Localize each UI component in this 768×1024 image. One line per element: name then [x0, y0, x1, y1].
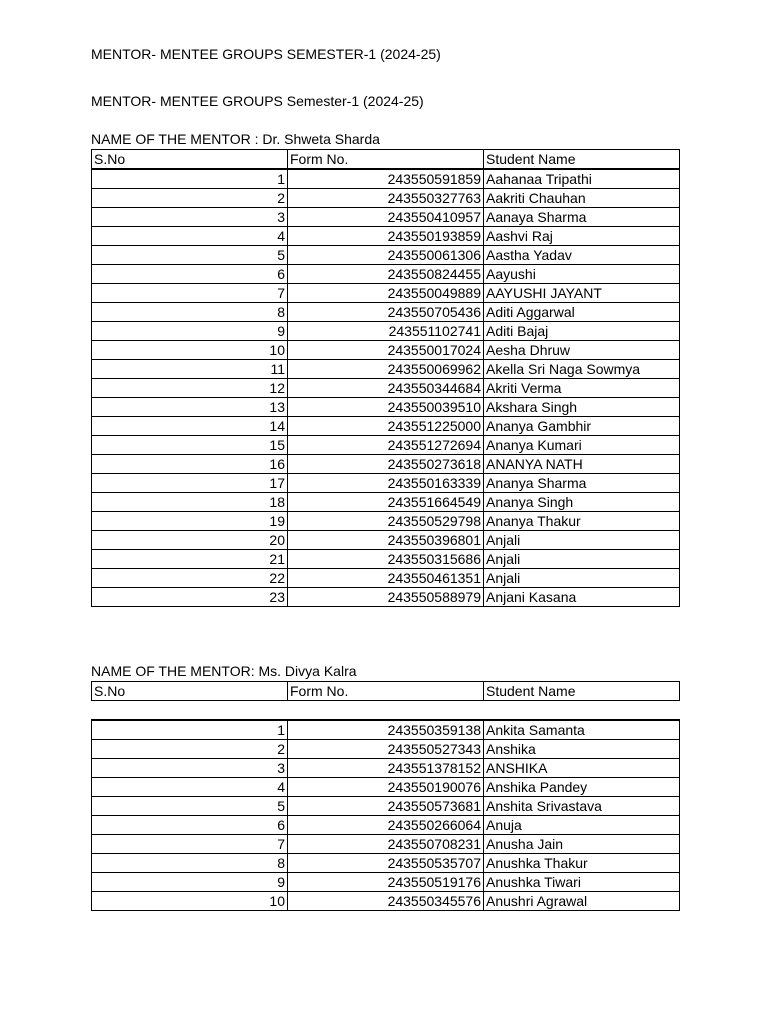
cell-student-name: Akella Sri Naga Sowmya — [484, 360, 680, 379]
cell-form-no: 243550193859 — [288, 227, 484, 246]
header-form-no: Form No. — [288, 150, 484, 169]
table-row — [92, 265, 680, 284]
cell-form-no: 243550017024 — [288, 341, 484, 360]
group-2-table — [91, 719, 680, 911]
cell-student-name: Ananya Thakur — [484, 512, 680, 531]
mentor-label-group-2: NAME OF THE MENTOR: Ms. Divya Kalra — [91, 663, 357, 679]
cell-sno: 1 — [92, 169, 288, 189]
header-student-name: Student Name — [484, 150, 680, 169]
table-row — [92, 189, 680, 208]
cell-sno: 6 — [92, 816, 288, 835]
cell-sno: 21 — [92, 550, 288, 569]
cell-sno: 22 — [92, 569, 288, 588]
table-row — [92, 778, 680, 797]
cell-form-no: 243550049889 — [288, 284, 484, 303]
table-row — [92, 208, 680, 227]
cell-form-no: 243550163339 — [288, 474, 484, 493]
header-sno: S.No — [92, 150, 288, 169]
cell-sno: 7 — [92, 835, 288, 854]
header-form-no: Form No. — [288, 682, 484, 701]
cell-form-no: 243550410957 — [288, 208, 484, 227]
table-row — [92, 169, 680, 189]
cell-form-no: 243550708231 — [288, 835, 484, 854]
table-row — [92, 398, 680, 417]
table-row — [92, 588, 680, 607]
cell-sno: 3 — [92, 759, 288, 778]
cell-student-name: Anjani Kasana — [484, 588, 680, 607]
cell-student-name: Aditi Aggarwal — [484, 303, 680, 322]
table-row — [92, 512, 680, 531]
cell-sno: 1 — [92, 720, 288, 740]
cell-sno: 8 — [92, 854, 288, 873]
table-row — [92, 740, 680, 759]
cell-form-no: 243550529798 — [288, 512, 484, 531]
cell-student-name: Aashvi Raj — [484, 227, 680, 246]
cell-form-no: 243550327763 — [288, 189, 484, 208]
table-row — [92, 816, 680, 835]
cell-student-name: AAYUSHI JAYANT — [484, 284, 680, 303]
mentor-label-group-1: NAME OF THE MENTOR : Dr. Shweta Sharda — [91, 131, 380, 147]
cell-student-name: Anushka Tiwari — [484, 873, 680, 892]
cell-form-no: 243550039510 — [288, 398, 484, 417]
cell-sno: 16 — [92, 455, 288, 474]
cell-form-no: 243550069962 — [288, 360, 484, 379]
cell-form-no: 243550266064 — [288, 816, 484, 835]
cell-sno: 14 — [92, 417, 288, 436]
cell-student-name: Anshika Pandey — [484, 778, 680, 797]
table-row — [92, 417, 680, 436]
cell-student-name: ANANYA NATH — [484, 455, 680, 474]
cell-form-no: 243550824455 — [288, 265, 484, 284]
cell-student-name: Akriti Verma — [484, 379, 680, 398]
cell-student-name: Anshita Srivastava — [484, 797, 680, 816]
cell-student-name: Aastha Yadav — [484, 246, 680, 265]
table-row — [92, 322, 680, 341]
cell-student-name: Anjali — [484, 531, 680, 550]
cell-form-no: 243550345576 — [288, 892, 484, 911]
cell-form-no: 243550315686 — [288, 550, 484, 569]
cell-student-name: Ananya Kumari — [484, 436, 680, 455]
table-row — [92, 835, 680, 854]
cell-student-name: Anuja — [484, 816, 680, 835]
document-title: MENTOR- MENTEE GROUPS SEMESTER-1 (2024-25) — [91, 46, 441, 62]
table-row — [92, 284, 680, 303]
table-row — [92, 759, 680, 778]
table-row — [92, 531, 680, 550]
cell-student-name: Ananya Singh — [484, 493, 680, 512]
cell-form-no: 243550190076 — [288, 778, 484, 797]
table-row — [92, 436, 680, 455]
table-row — [92, 303, 680, 322]
cell-sno: 8 — [92, 303, 288, 322]
table-header-row — [92, 682, 680, 701]
table-row — [92, 569, 680, 588]
cell-sno: 19 — [92, 512, 288, 531]
table-row — [92, 493, 680, 512]
header-sno: S.No — [92, 682, 288, 701]
cell-sno: 12 — [92, 379, 288, 398]
cell-student-name: Aesha Dhruw — [484, 341, 680, 360]
cell-sno: 2 — [92, 189, 288, 208]
cell-student-name: Aahanaa Tripathi — [484, 169, 680, 189]
cell-sno: 10 — [92, 341, 288, 360]
cell-form-no: 243550588979 — [288, 588, 484, 607]
cell-student-name: Anushka Thakur — [484, 854, 680, 873]
table-row — [92, 246, 680, 265]
cell-form-no: 243551378152 — [288, 759, 484, 778]
cell-form-no: 243550535707 — [288, 854, 484, 873]
table-row — [92, 474, 680, 493]
cell-form-no: 243550359138 — [288, 720, 484, 740]
header-student-name: Student Name — [484, 682, 680, 701]
cell-sno: 5 — [92, 797, 288, 816]
cell-student-name: Aanaya Sharma — [484, 208, 680, 227]
table-row — [92, 797, 680, 816]
cell-sno: 4 — [92, 227, 288, 246]
cell-form-no: 243550273618 — [288, 455, 484, 474]
cell-sno: 18 — [92, 493, 288, 512]
cell-sno: 3 — [92, 208, 288, 227]
cell-student-name: Anusha Jain — [484, 835, 680, 854]
cell-sno: 17 — [92, 474, 288, 493]
cell-form-no: 243551225000 — [288, 417, 484, 436]
cell-form-no: 243551272694 — [288, 436, 484, 455]
cell-sno: 15 — [92, 436, 288, 455]
table-row — [92, 892, 680, 911]
cell-form-no: 243550461351 — [288, 569, 484, 588]
cell-form-no: 243550591859 — [288, 169, 484, 189]
cell-student-name: Akshara Singh — [484, 398, 680, 417]
cell-sno: 23 — [92, 588, 288, 607]
cell-sno: 9 — [92, 873, 288, 892]
table-row — [92, 873, 680, 892]
cell-form-no: 243550573681 — [288, 797, 484, 816]
cell-student-name: Anshika — [484, 740, 680, 759]
group-2-header-table — [91, 681, 680, 701]
cell-form-no: 243550527343 — [288, 740, 484, 759]
cell-sno: 5 — [92, 246, 288, 265]
cell-student-name: Ananya Sharma — [484, 474, 680, 493]
cell-sno: 13 — [92, 398, 288, 417]
table-row — [92, 550, 680, 569]
cell-student-name: Ananya Gambhir — [484, 417, 680, 436]
cell-student-name: Aditi Bajaj — [484, 322, 680, 341]
cell-student-name: Anjali — [484, 550, 680, 569]
cell-sno: 2 — [92, 740, 288, 759]
cell-form-no: 243551102741 — [288, 322, 484, 341]
cell-student-name: Aakriti Chauhan — [484, 189, 680, 208]
cell-form-no: 243550396801 — [288, 531, 484, 550]
cell-form-no: 243550061306 — [288, 246, 484, 265]
cell-form-no: 243550344684 — [288, 379, 484, 398]
cell-student-name: Anjali — [484, 569, 680, 588]
cell-sno: 10 — [92, 892, 288, 911]
table-header-row — [92, 150, 680, 169]
group-1-header-table — [91, 149, 680, 169]
cell-form-no: 243550705436 — [288, 303, 484, 322]
table-row — [92, 720, 680, 740]
cell-form-no: 243551664549 — [288, 493, 484, 512]
table-row — [92, 341, 680, 360]
cell-student-name: Ankita Samanta — [484, 720, 680, 740]
table-row — [92, 379, 680, 398]
cell-sno: 6 — [92, 265, 288, 284]
group-1-table — [91, 168, 680, 607]
cell-sno: 9 — [92, 322, 288, 341]
cell-sno: 7 — [92, 284, 288, 303]
cell-student-name: Aayushi — [484, 265, 680, 284]
cell-sno: 4 — [92, 778, 288, 797]
document-subtitle: MENTOR- MENTEE GROUPS Semester-1 (2024-25) — [91, 93, 424, 109]
cell-sno: 11 — [92, 360, 288, 379]
table-row — [92, 227, 680, 246]
cell-sno: 20 — [92, 531, 288, 550]
table-row — [92, 455, 680, 474]
cell-student-name: Anushri Agrawal — [484, 892, 680, 911]
cell-form-no: 243550519176 — [288, 873, 484, 892]
cell-student-name: ANSHIKA — [484, 759, 680, 778]
table-row — [92, 360, 680, 379]
table-row — [92, 854, 680, 873]
